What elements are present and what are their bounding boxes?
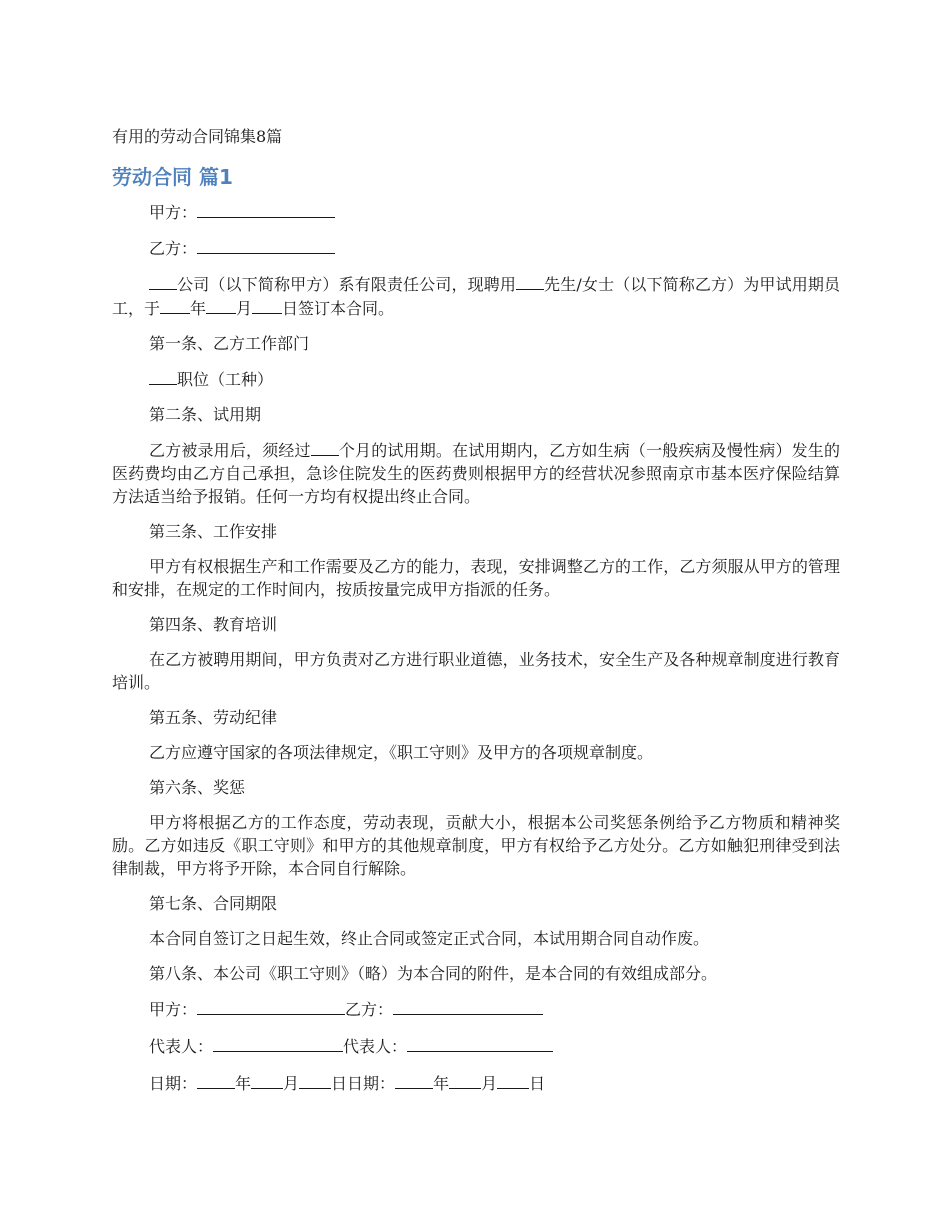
intro-paragraph: 公司（以下简称甲方）系有限责任公司，现聘用 先生/女士（以下简称乙方）为甲试用期员工，于 年 月 日签订本合同。 bbox=[112, 272, 840, 320]
article-4-body: 在乙方被聘用期间，甲方负责对乙方进行职业道德，业务技术，安全生产及各种规章制度进行教育培训。 bbox=[112, 650, 840, 692]
employee-blank bbox=[516, 272, 544, 290]
document-title: 有用的劳动合同锦集8篇 bbox=[112, 127, 283, 146]
party-a-blank bbox=[197, 200, 335, 218]
year-blank bbox=[160, 296, 190, 314]
signature-representatives: 代表人： 代表人： bbox=[112, 1034, 840, 1058]
position-blank bbox=[149, 367, 177, 385]
section-heading: 劳动合同 篇1 bbox=[112, 165, 233, 189]
date-a-year-blank bbox=[197, 1071, 235, 1089]
article-7-body: 本合同自签订之日起生效，终止合同或签定正式合同，本试用期合同自动作废。 bbox=[149, 929, 710, 948]
signature-dates: 日期： 年 月 日日期： 年 月 日 bbox=[112, 1071, 840, 1095]
sign-party-b-blank bbox=[393, 997, 543, 1015]
rep-b-blank bbox=[407, 1034, 553, 1052]
party-b-line: 乙方： bbox=[112, 236, 840, 260]
signature-parties: 甲方： 乙方： bbox=[112, 997, 840, 1021]
company-blank bbox=[149, 272, 177, 290]
contract-body bbox=[112, 200, 840, 1108]
date-a-day-blank bbox=[299, 1071, 331, 1089]
article-8-body: 第八条、本公司《职工守则》（略）为本合同的附件，是本合同的有效组成部分。 bbox=[149, 964, 718, 983]
date-b-month-blank bbox=[449, 1071, 481, 1089]
article-3-body: 甲方有权根据生产和工作需要及乙方的能力，表现，安排调整乙方的工作，乙方须服从甲方的管理和安排，在规定的工作时间内，按质按量完成甲方指派的任务。 bbox=[112, 557, 840, 599]
party-a-line: 甲方： bbox=[112, 200, 840, 224]
article-5-title: 第五条、劳动纪律 bbox=[149, 708, 278, 727]
rep-a-blank bbox=[213, 1034, 343, 1052]
article-7-title: 第七条、合同期限 bbox=[149, 894, 278, 913]
article-3-title: 第三条、工作安排 bbox=[149, 522, 278, 541]
article-2-body: 乙方被录用后，须经过 个月的试用期。在试用期内，乙方如生病（一般疾病及慢性病）发生的医药费均由乙方自己承担，急诊住院发生的医药费则根据甲方的经营状况参照南京市基本医疗保险结算方法适当给予报销。任何一方均有权提出终止合同。 bbox=[112, 438, 840, 508]
article-1-position: 职位（工种） bbox=[112, 367, 840, 391]
date-a-month-blank bbox=[251, 1071, 283, 1089]
month-blank bbox=[206, 296, 236, 314]
months-blank bbox=[311, 438, 339, 456]
date-b-day-blank bbox=[497, 1071, 529, 1089]
article-4-title: 第四条、教育培训 bbox=[149, 615, 278, 634]
article-5-body: 乙方应遵守国家的各项法律规定，《职工守则》及甲方的各项规章制度。 bbox=[149, 743, 654, 762]
article-6-title: 第六条、奖惩 bbox=[149, 778, 246, 797]
article-1-title: 第一条、乙方工作部门 bbox=[149, 334, 310, 353]
date-b-year-blank bbox=[395, 1071, 433, 1089]
party-b-blank bbox=[197, 236, 335, 254]
article-2-title: 第二条、试用期 bbox=[149, 405, 262, 424]
day-blank bbox=[252, 296, 282, 314]
article-6-body: 甲方将根据乙方的工作态度，劳动表现，贡献大小，根据本公司奖惩条例给予乙方物质和精神奖励。乙方如违反《职工守则》和甲方的其他规章制度，甲方有权给予乙方处分。乙方如触犯刑律受到法律制裁，甲方将予开除，本合同自行解除。 bbox=[112, 813, 840, 878]
sign-party-a-blank bbox=[197, 997, 345, 1015]
